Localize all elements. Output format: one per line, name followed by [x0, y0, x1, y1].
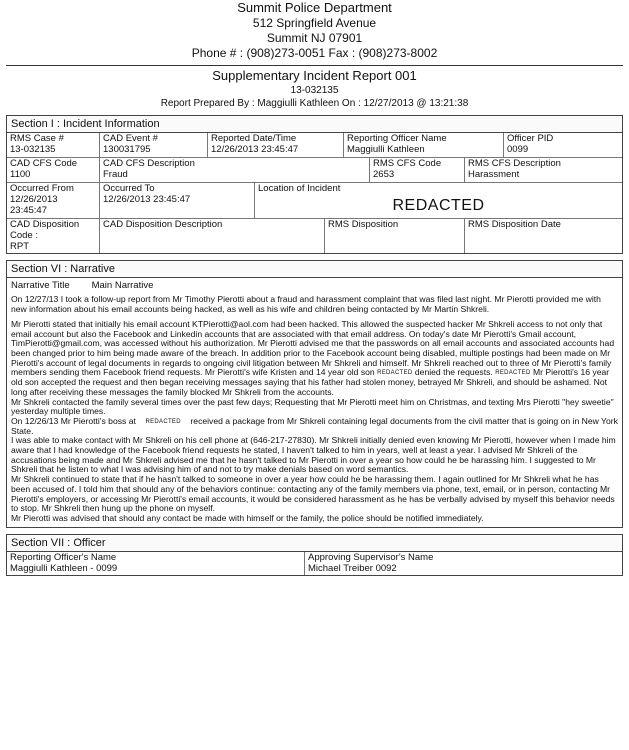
occurred-from-cell — [7, 183, 100, 218]
field-label: Occurred To — [103, 182, 155, 194]
section-title: Section I : Incident Information — [7, 116, 622, 133]
field-value: Fraud — [103, 169, 128, 181]
reporting-officer-name-cell — [7, 552, 305, 576]
narrative-text-span: received a package from Mr Shkreli containing legal documents from the civil matter that is going on in New York State. — [11, 415, 618, 436]
reporting-officer-cell — [344, 133, 504, 157]
incident-row-4 — [7, 219, 622, 254]
field-value: RPT — [10, 240, 29, 252]
field-label: Officer PID — [507, 133, 554, 145]
narrative-text-span: On 12/26/13 Mr Pierotti's boss at — [11, 415, 136, 426]
rms-cfs-code-cell — [370, 158, 465, 182]
cad-disposition-code-cell — [7, 219, 100, 254]
narrative-paragraph: Mr Shkreli continued to state that if he hasn't talked to someone in over a year how could he be harassing them. I again outlined for Mr Shkreli what he has been accused of. I told him that should any of the behaviors continue: contacting any of the family members via phone, text, email, or in person, contacting Mr Pierotti's employers, or accessing Mr Pierotti's email accounts, it would be considered harassment as he has be verbally advised by myself this behavior needs to stop. Mr Shkreli then hung up the phone on myself. — [11, 474, 615, 514]
cad-event-cell — [100, 133, 208, 157]
field-label: CAD Event # — [103, 133, 158, 145]
occurred-to-cell — [100, 183, 255, 218]
department-address: 512 Springfield Avenue — [252, 16, 377, 31]
field-value: 12/26/2013 23:45:47 — [103, 193, 191, 205]
field-value: Maggiulli Kathleen - 0099 — [10, 562, 118, 574]
department-city: Summit NJ 07901 — [266, 31, 363, 46]
narrative-title-label: Narrative Title — [11, 280, 70, 292]
field-label: Reporting Officer's Name — [10, 551, 117, 563]
field-value: Harassment — [468, 169, 520, 181]
field-label: RMS CFS Description — [468, 158, 561, 170]
cad-cfs-description-cell — [100, 158, 370, 182]
field-value: 130031795 — [103, 144, 151, 156]
section-title: Section VII : Officer — [7, 535, 622, 552]
redaction-mark: REDACTED — [377, 370, 413, 377]
location-of-incident-cell — [255, 183, 622, 218]
section-incident-information — [6, 115, 623, 254]
incident-row-3 — [7, 183, 622, 219]
field-value: 2653 — [373, 169, 395, 181]
field-label: Location of Incident — [258, 182, 341, 194]
rms-case-cell — [7, 133, 100, 157]
cad-cfs-code-cell — [7, 158, 100, 182]
narrative-paragraph — [11, 320, 618, 398]
narrative-title-row — [7, 278, 622, 293]
section-title: Section VI : Narrative — [7, 261, 622, 278]
incident-row-1 — [7, 133, 622, 158]
narrative-paragraph: I was able to make contact with Mr Shkreli on his cell phone at (646-217-27830). Mr Shkreli initially denied even knowing Mr Pierotti, however when I made him aware that I had knowledge of the Facebook friend requests he stated, I haven't talked to him in years, well at least a year. I advised Mr Shkreli of the accusations being made and Mr Shkreli advised me that he hasn't talked to Mr Pierotti in over a year so how could he be harassing him. I suggested to Mr Shkreli that he listen to what I was advising him of and not to try make denials based on word semantics. — [11, 435, 616, 475]
field-value: Michael Treiber 0092 — [308, 562, 397, 574]
narrative-title-value: Main Narrative — [91, 280, 154, 292]
cad-disposition-description-cell — [100, 219, 325, 254]
field-value: 1100 — [10, 169, 31, 181]
field-label: RMS Case # — [10, 133, 64, 145]
rms-disposition-date-cell — [465, 219, 622, 254]
field-label: RMS Disposition — [328, 218, 399, 230]
narrative-paragraph — [11, 417, 618, 436]
section-narrative — [6, 260, 623, 527]
narrative-paragraph: Mr Shkreli contacted the family several times over the past few days; Requesting that Mr Pierotti meet him on Christmas, and texting Mrs Pierotti "hey sweetie" yesterday multiple times. — [11, 396, 614, 417]
header-divider — [6, 65, 623, 66]
field-value: 12/26/2013 23:45:47 — [10, 193, 58, 216]
field-label: RMS Disposition Date — [468, 218, 561, 230]
redaction-mark: REDACTED — [495, 370, 531, 377]
officer-row — [7, 552, 622, 576]
approving-supervisor-cell — [305, 552, 622, 576]
report-number: 13-032135 — [290, 85, 339, 97]
report-title: Supplementary Incident Report 001 — [212, 68, 417, 84]
field-label: CAD Disposition Code : — [10, 218, 80, 241]
narrative-paragraph: On 12/27/13 I took a follow-up report from Mr Timothy Pierotti about a fraud and harassment complaint that was filed last night. Mr Pierotti provided me with new information about his email accounts being hacked, as well as his wife and children being contacted by Mr Martin Shkreli. — [11, 294, 601, 315]
narrative-text-span: Mr Pierotti's 16 year old son accepted the request and then began receiving messages saying that his father had stolen money, betrayed Mr Shkreli, and should be ashamed. Not long after receiving these messages the family blocked Mr Shkreli from the accounts. — [11, 367, 610, 397]
narrative-text-span: denied the requests. — [414, 367, 493, 378]
field-value: 13-032135 — [10, 144, 56, 156]
field-label: CAD Disposition Description — [103, 218, 223, 230]
field-label: Reported Date/Time — [211, 133, 297, 145]
narrative-paragraph: Mr Pierotti was advised that should any contact be made with himself or the family, the police should be notified immediately. — [11, 512, 484, 523]
officer-pid-cell — [504, 133, 622, 157]
narrative-text-span: Mr Pierotti stated that initially his email account KTPierotti@aol.com had been hacked. This allowed the suspected hacker Mr Shkreli access to not only that email account but also the Facebook and Linkedin accounts that are associated with that email address. On today's date Mr Pierotti's Gmail account, TimPierotti@gmail.com, was accessed without his authorization. Mr Pierotti advised me that the passwords on all email accounts and associated accounts had been changed prior to him being made aware of the breach. In addition prior to the Facebook account being disabled, multiple postings had been made on Mr Pierotti's account of legal documents in regards to ongoing civil litigation between Mr Shkreli and himself. Mr Shkreli reached out to three of Mr Pierotti's family members sending them Facebook friend requests. Mr Pierotti's wife Kristen and 14 year old son — [11, 318, 615, 378]
field-value: 0099 — [507, 144, 529, 156]
field-label: RMS CFS Code — [373, 158, 442, 170]
rms-cfs-description-cell — [465, 158, 622, 182]
field-label: Approving Supervisor's Name — [308, 551, 434, 563]
report-prepared-by: Report Prepared By : Maggiulli Kathleen On : 12/27/2013 @ 13:21:38 — [160, 98, 469, 110]
redaction-mark: REDACTED — [145, 418, 181, 425]
field-label: Reporting Officer Name — [347, 133, 447, 145]
field-value: 12/26/2013 23:45:47 — [211, 144, 299, 156]
field-label: CAD CFS Description — [103, 158, 195, 170]
report-header — [0, 0, 629, 61]
reported-datetime-cell — [208, 133, 344, 157]
incident-row-2 — [7, 158, 622, 183]
field-label: CAD CFS Code — [10, 158, 78, 170]
department-name: Summit Police Department — [237, 0, 392, 15]
section-officer — [6, 534, 623, 577]
rms-disposition-cell — [325, 219, 465, 254]
field-label: Occurred From — [10, 182, 74, 194]
narrative-text — [7, 293, 622, 526]
department-phone: Phone # : (908)273-0051 Fax : (908)273-8002 — [191, 46, 438, 61]
field-value: Maggiulli Kathleen — [347, 144, 425, 156]
redacted-location: REDACTED — [392, 196, 485, 214]
